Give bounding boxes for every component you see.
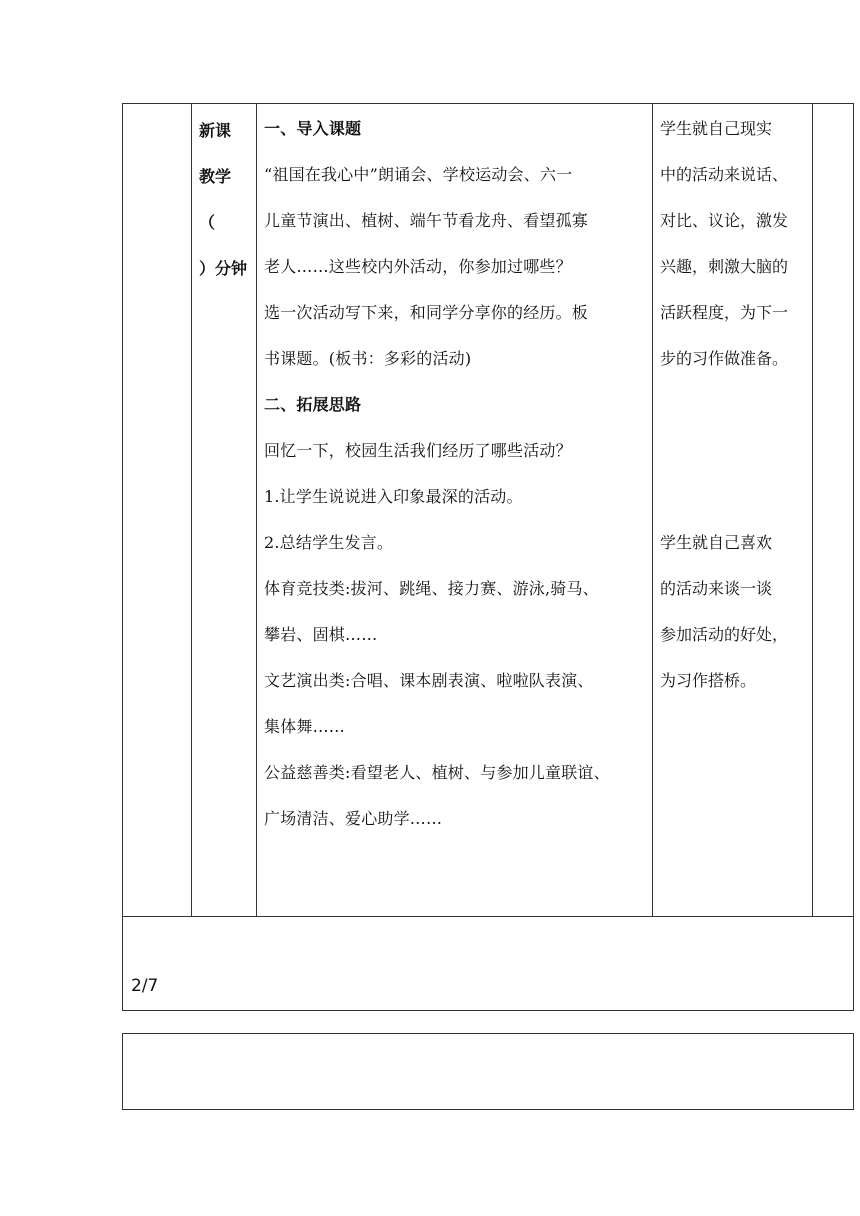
note-line: 兴趣，刺激大脑的	[660, 257, 789, 276]
empty-table-box	[122, 1033, 854, 1110]
content-line: 儿童节演出、植树、端午节看龙舟、看望孤寡	[264, 211, 589, 230]
content-line: 选一次活动写下来，和同学分享你的经历。板	[264, 303, 589, 322]
stage-line: ）分钟	[199, 259, 248, 278]
section-heading-intro: 一、导入课题	[264, 119, 362, 138]
note-line: 学生就自己现实	[660, 119, 773, 138]
content-line: “祖国在我心中”朗诵会、学校运动会、六一	[264, 165, 573, 184]
lesson-plan-table	[122, 103, 854, 1011]
content-cell	[264, 106, 654, 842]
content-line: 书课题。(板书：多彩的活动)	[264, 349, 472, 368]
content-line: 回忆一下，校园生活我们经历了哪些活动？	[264, 441, 572, 460]
note-line: 活跃程度，为下一	[660, 303, 789, 322]
content-line: 文艺演出类:合唱、课本剧表演、啦啦队表演、	[264, 671, 594, 690]
notes-cell	[660, 106, 820, 704]
note-line: 的活动来谈一谈	[660, 579, 773, 598]
section-heading-expand: 二、拓展思路	[264, 395, 362, 414]
content-line: 集体舞……	[264, 717, 346, 736]
content-line: 体育竞技类:拔河、跳绳、接力赛、游泳,骑马、	[264, 579, 599, 598]
note-line: 学生就自己喜欢	[660, 533, 773, 552]
content-line: 攀岩、固棋……	[264, 625, 378, 644]
content-line: 公益慈善类:看望老人、植树、与参加儿童联谊、	[264, 763, 610, 782]
stage-line: 教学	[199, 167, 232, 186]
content-line: 广场清洁、爱心助学……	[264, 809, 443, 828]
note-line: 参加活动的好处，	[660, 625, 789, 644]
note-line: 中的活动来说话、	[660, 165, 789, 184]
content-line: 老人……这些校内外活动，你参加过哪些？	[264, 257, 572, 276]
page-number: 2/7	[131, 976, 159, 996]
column-divider-1	[191, 104, 192, 916]
content-line: 2.总结学生发言。	[264, 533, 394, 552]
note-spacer	[660, 382, 820, 520]
stage-line: 新课	[199, 121, 232, 140]
stage-line: （	[199, 213, 216, 232]
stage-cell	[199, 108, 257, 292]
row-divider	[123, 916, 853, 917]
note-line: 对比、议论，激发	[660, 211, 789, 230]
note-line: 步的习作做准备。	[660, 349, 789, 368]
note-line: 为习作搭桥。	[660, 671, 757, 690]
content-line: 1.让学生说说进入印象最深的活动。	[264, 487, 523, 506]
